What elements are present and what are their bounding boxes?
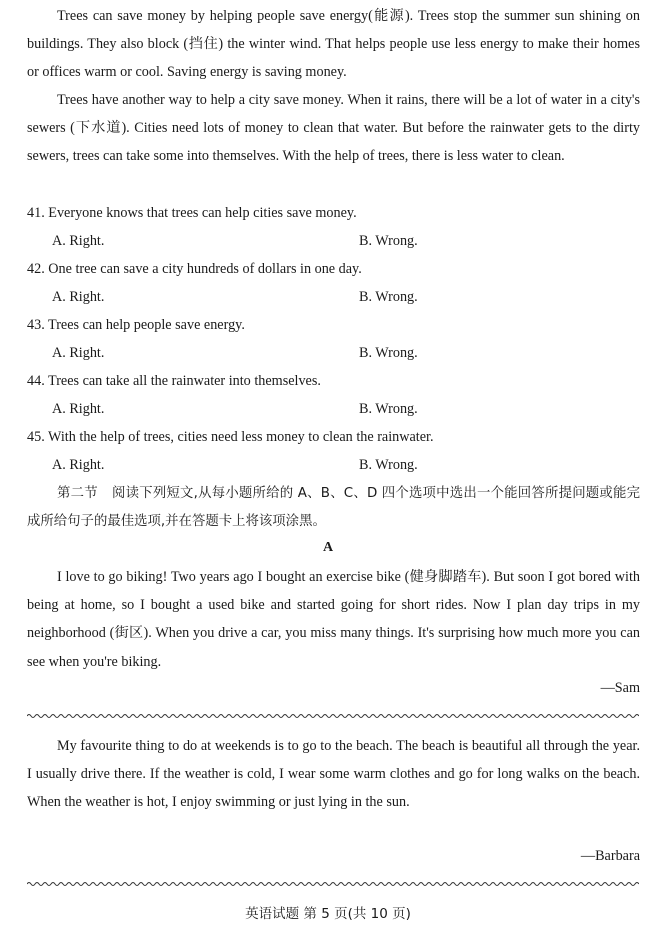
sam-paragraph: I love to go biking! Two years ago I bought an exercise bike (健身脚踏车). But soon I got bored with being at home, so I bought a used bike and started going for short rides. Now I plan day trips in my neighborhood (街区). When you drive a car, you miss many things. It's surprising how much more you can see when you're biking. bbox=[27, 569, 640, 670]
barbara-paragraph: My favourite thing to do at weekends is to go to the beach. The beach is beautiful all through the year. I usually drive there. If the weather is cold, I wear some warm clothes and go for long walks on the beach. When the weather is hot, I enjoy swimming or just lying in the sun. bbox=[27, 738, 640, 811]
question-44-option-a: A. Right. bbox=[52, 401, 105, 417]
question-45-option-a: A. Right. bbox=[52, 457, 105, 473]
question-44-stem: 44. Trees can take all the rainwater into themselves. bbox=[27, 373, 321, 389]
passage-heading: A bbox=[322, 540, 334, 555]
question-45-option-b: B. Wrong. bbox=[359, 457, 418, 473]
question-42-option-a: A. Right. bbox=[52, 289, 105, 305]
question-42-stem: 42. One tree can save a city hundreds of dollars in one day. bbox=[27, 261, 362, 277]
passage-paragraph-1: Trees can save money by helping people save energy(能源). Trees stop the summer sun shining on buildings. They also block (挡住) the winter wind. That helps people use less energy to make their homes or offices warm or cool. Saving energy is saving money. bbox=[27, 8, 640, 81]
question-44-option-b: B. Wrong. bbox=[359, 401, 418, 417]
question-45-stem: 45. With the help of trees, cities need less money to clean the rainwater. bbox=[27, 429, 434, 445]
sam-signature: —Sam bbox=[600, 680, 640, 696]
section-2-instruction: 第二节 阅读下列短文,从每小题所给的 A、B、C、D 四个选项中选出一个能回答所提问题或能完成所给句子的最佳选项,并在答题卡上将该项涂黑。 bbox=[27, 486, 640, 530]
question-43-option-a: A. Right. bbox=[52, 345, 105, 361]
question-42-option-b: B. Wrong. bbox=[359, 289, 418, 305]
wavy-divider bbox=[27, 712, 639, 720]
passage-paragraph-2: Trees have another way to help a city save money. When it rains, there will be a lot of water in a city's sewers (下水道). Cities need lots of money to clean that water. But before the rainwater gets to the dirty sewers, trees can take some into themselves. With the help of trees, there is less water to clean. bbox=[27, 92, 640, 165]
question-43-stem: 43. Trees can help people save energy. bbox=[27, 317, 245, 333]
section-2-label: 第二节 bbox=[57, 486, 98, 501]
page-footer: 英语试题 第 5 页(共 10 页) bbox=[245, 906, 411, 922]
question-41-stem: 41. Everyone knows that trees can help cities save money. bbox=[27, 205, 357, 221]
barbara-signature: —Barbara bbox=[580, 848, 640, 864]
question-41-option-a: A. Right. bbox=[52, 233, 105, 249]
wavy-divider-bottom bbox=[27, 880, 639, 888]
question-41-option-b: B. Wrong. bbox=[359, 233, 418, 249]
question-43-option-b: B. Wrong. bbox=[359, 345, 418, 361]
